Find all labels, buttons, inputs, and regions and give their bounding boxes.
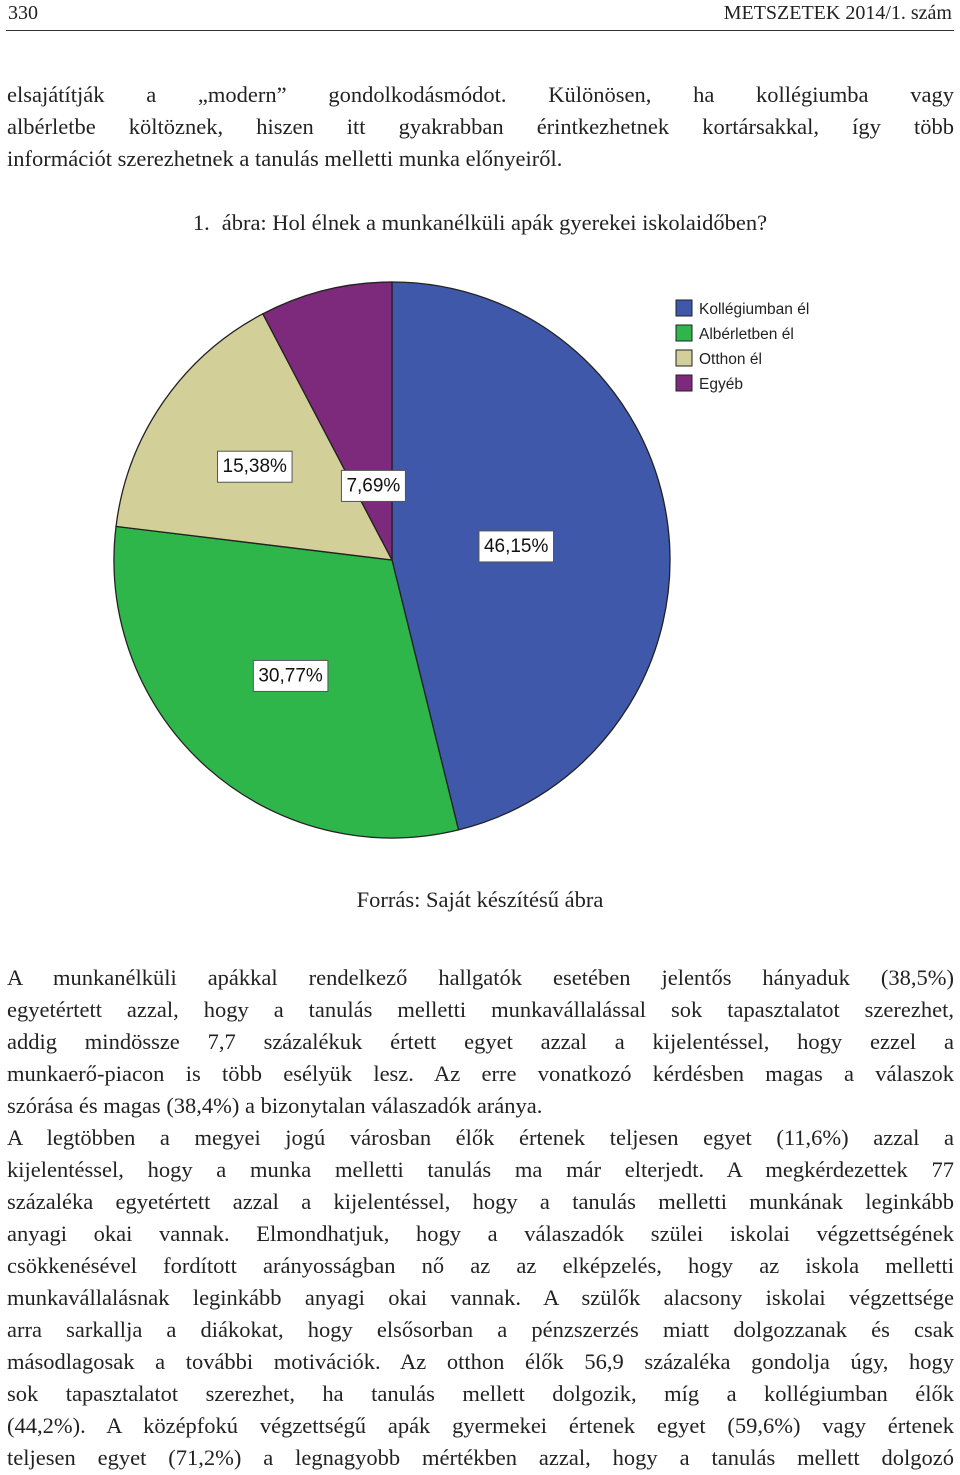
text-line: albérletbe költöznek, hiszen itt gyakrabban érintkezhetnek kortársakkal, így több — [7, 114, 954, 139]
pie-slices — [114, 282, 670, 838]
legend-label: Albérletben él — [699, 326, 794, 343]
body-paragraphs — [7, 962, 954, 1474]
text-line: arra sarkallja a diákokat, hogy elsősorban a pénzszerzés miatt dolgozzanak és csak — [7, 1317, 954, 1342]
text-line: másodlagosak a további motivációk. Az otthon élők 56,9 százaléka gondolja úgy, hogy — [7, 1349, 954, 1374]
svg-text:30,77%: 30,77% — [258, 665, 323, 687]
text-line: A legtöbben a megyei jogú városban élők értenek teljesen egyet (11,6%) azzal a — [7, 1125, 954, 1150]
running-header — [6, 0, 954, 31]
svg-text:7,69%: 7,69% — [346, 475, 401, 497]
slice-value-label — [253, 660, 328, 691]
svg-text:15,38%: 15,38% — [222, 456, 287, 478]
text-line: kijelentéssel, hogy a munka melletti tanulás ma már elterjedt. A megkérdezettek 77 — [7, 1157, 954, 1182]
legend-swatch — [676, 325, 692, 341]
text-line: sok tapasztalatot szerezhet, ha tanulás mellett dolgozik, míg a kollégiumban élők — [7, 1381, 954, 1406]
journal-title: METSZETEK 2014/1. szám — [723, 2, 952, 24]
text-line: addig mindössze 7,7 százalékuk értett egyet azzal a kijelentéssel, hogy ezzel a — [7, 1029, 954, 1054]
figure-source: Forrás: Saját készítésű ábra — [356, 887, 604, 912]
legend-label: Otthon él — [699, 351, 762, 368]
svg-text:46,15%: 46,15% — [483, 535, 549, 557]
text-line: (44,2%). A középfokú végzettségű apák gyermekei értenek egyet (59,6%) vagy értenek — [7, 1413, 954, 1438]
text-line: munkavállalásnak leginkább anyagi okai vannak. A szülők alacsony iskolai végzettsége — [7, 1285, 954, 1310]
figure-number: 1. — [192, 210, 210, 235]
text-line: teljesen egyet (71,2%) a legnagyobb mértékben azzal, hogy a tanulás mellett dolgozó — [7, 1445, 954, 1470]
legend-swatch — [676, 375, 692, 391]
text-line: elsajátítják a „modern” gondolkodásmódot. Különösen, ha kollégiumba vagy — [7, 82, 954, 107]
legend-item — [676, 325, 794, 343]
slice-value-label — [341, 470, 405, 501]
legend-item — [676, 375, 743, 393]
legend-label: Kollégiumban él — [699, 301, 810, 318]
text-line: szórása és magas (38,4%) a bizonytalan válaszadók aránya. — [7, 1093, 543, 1118]
intro-paragraph — [7, 79, 954, 175]
legend-item — [676, 350, 762, 368]
legend-item — [676, 300, 809, 318]
text-line: A munkanélküli apákkal rendelkező hallgatók esetében jelentős hányaduk (38,5%) — [7, 965, 954, 990]
slice-value-label — [218, 451, 293, 482]
text-line: információt szerezhetnek a tanulás melletti munka előnyeiről. — [7, 146, 563, 171]
text-line: munkaerő-piacon is több esélyük lesz. Az erre vonatkozó kérdésben magas a válaszok — [7, 1061, 954, 1086]
page-number: 330 — [8, 2, 38, 24]
text-line: csökkenésével fordított arányosságban nő az az elképzelés, hogy az iskola melletti — [7, 1253, 954, 1278]
figure-title: ábra: Hol élnek a munkanélküli apák gyerekei iskolaidőben? — [221, 210, 768, 235]
text-line: anyagi okai vannak. Elmondhatjuk, hogy a válaszadók szülei iskolai végzettségének — [7, 1221, 954, 1246]
text-line: százaléka egyetértett azzal a kijelentéssel, hogy a tanulás melletti munkának leginkább — [7, 1189, 954, 1214]
slice-value-label — [479, 531, 554, 562]
pie-chart — [0, 260, 960, 860]
text-line: egyetértett azzal, hogy a tanulás melletti munkavállalással sok tapasztalatot szerezhet, — [7, 997, 954, 1022]
legend-swatch — [676, 300, 692, 316]
chart-legend — [676, 300, 809, 393]
figure-caption — [0, 207, 960, 239]
legend-label: Egyéb — [699, 376, 743, 393]
legend-swatch — [676, 350, 692, 366]
